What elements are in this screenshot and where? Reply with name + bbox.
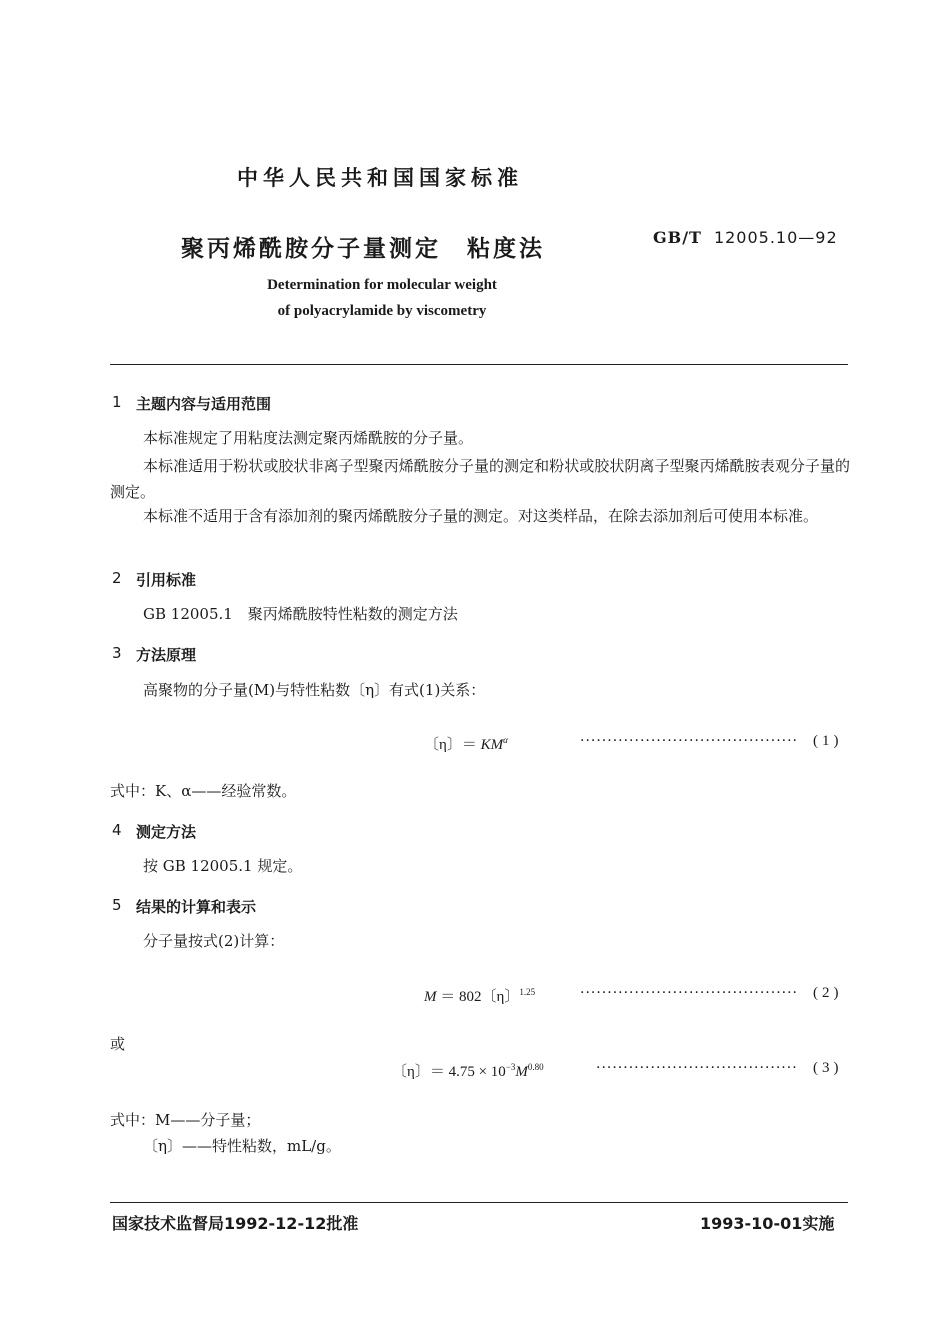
standard-code-number: 12005.10—92 [713, 228, 838, 247]
equation-1 [424, 733, 508, 754]
header-divider [110, 364, 848, 365]
reference-standard: GB 12005.1 聚丙烯酰胺特性粘数的测定方法 [143, 605, 458, 623]
equation-2-mid: ＝ 802〔η〕 [436, 989, 520, 1005]
approval-line: 国家技术监督局1992-12-12批准 [112, 1214, 359, 1233]
equation-1-exponent: α [503, 735, 508, 745]
section-1-para-2: 本标准适用于粉状或胶状非离子型聚丙烯酰胺分子量的测定和粉状或胶状阴离子型聚丙烯酰胺表观分子量的测定。 [110, 457, 850, 501]
equation-1-label: (1) [813, 733, 843, 749]
section-1-number: 1 [112, 393, 122, 411]
equation-2-lhs: M [424, 989, 437, 1005]
document-title: 聚丙烯酰胺分子量测定 粘度法 [181, 236, 545, 262]
english-title-line1: Determination for molecular weight [267, 277, 497, 293]
equation-1-rhs: KM [480, 737, 504, 753]
standard-code [653, 228, 838, 247]
section-2-number: 2 [112, 569, 122, 587]
equation-3 [392, 1060, 544, 1081]
english-title-line2: of polyacrylamide by viscometry [277, 303, 487, 319]
equation-3-label: (3) [813, 1060, 843, 1076]
equation-3-leader-dots: ····································· [596, 1060, 798, 1076]
equation-3-exponent-1: −3 [505, 1062, 516, 1072]
or-connector: 或 [110, 1035, 126, 1053]
section-3-title: 方法原理 [136, 646, 197, 664]
section-5-where-line-2: 〔η〕——特性粘数，mL/g。 [143, 1137, 341, 1155]
section-4-text: 按 GB 12005.1 规定。 [143, 857, 303, 875]
section-2-title: 引用标准 [136, 571, 197, 589]
section-1-para-3: 本标准不适用于含有添加剂的聚丙烯酰胺分子量的测定。对这类样品，在除去添加剂后可使用本标准。 [143, 507, 819, 525]
equation-3-lhs: 〔η〕＝ 4.75 × 10 [392, 1064, 506, 1080]
equation-2 [424, 985, 535, 1006]
section-5-where-line-1: 式中：M——分子量； [110, 1111, 261, 1129]
section-3-intro: 高聚物的分子量(M)与特性粘数〔η〕有式(1)关系： [143, 681, 486, 699]
section-4-title: 测定方法 [136, 823, 197, 841]
section-5-title: 结果的计算和表示 [136, 898, 257, 916]
equation-1-lhs: 〔η〕＝ [424, 737, 477, 753]
section-1-title: 主题内容与适用范围 [136, 395, 272, 413]
section-5-intro: 分子量按式(2)计算： [143, 932, 285, 950]
equation-3-exponent-2: 0.80 [527, 1062, 544, 1072]
equation-2-exponent: 1.25 [519, 987, 536, 997]
section-5-number: 5 [112, 896, 122, 914]
footer-divider [110, 1202, 848, 1203]
equation-1-leader-dots: ········································ [580, 733, 799, 749]
section-3-number: 3 [112, 644, 122, 662]
equation-3-variable: M [515, 1064, 528, 1080]
equation-2-label: (2) [813, 985, 843, 1001]
section-4-number: 4 [112, 821, 122, 839]
standard-code-prefix: GB/T [653, 228, 702, 247]
section-3-where: 式中：K、α——经验常数。 [110, 782, 297, 800]
section-1-para-1: 本标准规定了用粘度法测定聚丙烯酰胺的分子量。 [143, 429, 474, 447]
standard-title: 中华人民共和国国家标准 [237, 166, 523, 190]
implementation-date: 1993-10-01实施 [700, 1214, 835, 1233]
equation-2-leader-dots: ········································ [580, 985, 799, 1001]
